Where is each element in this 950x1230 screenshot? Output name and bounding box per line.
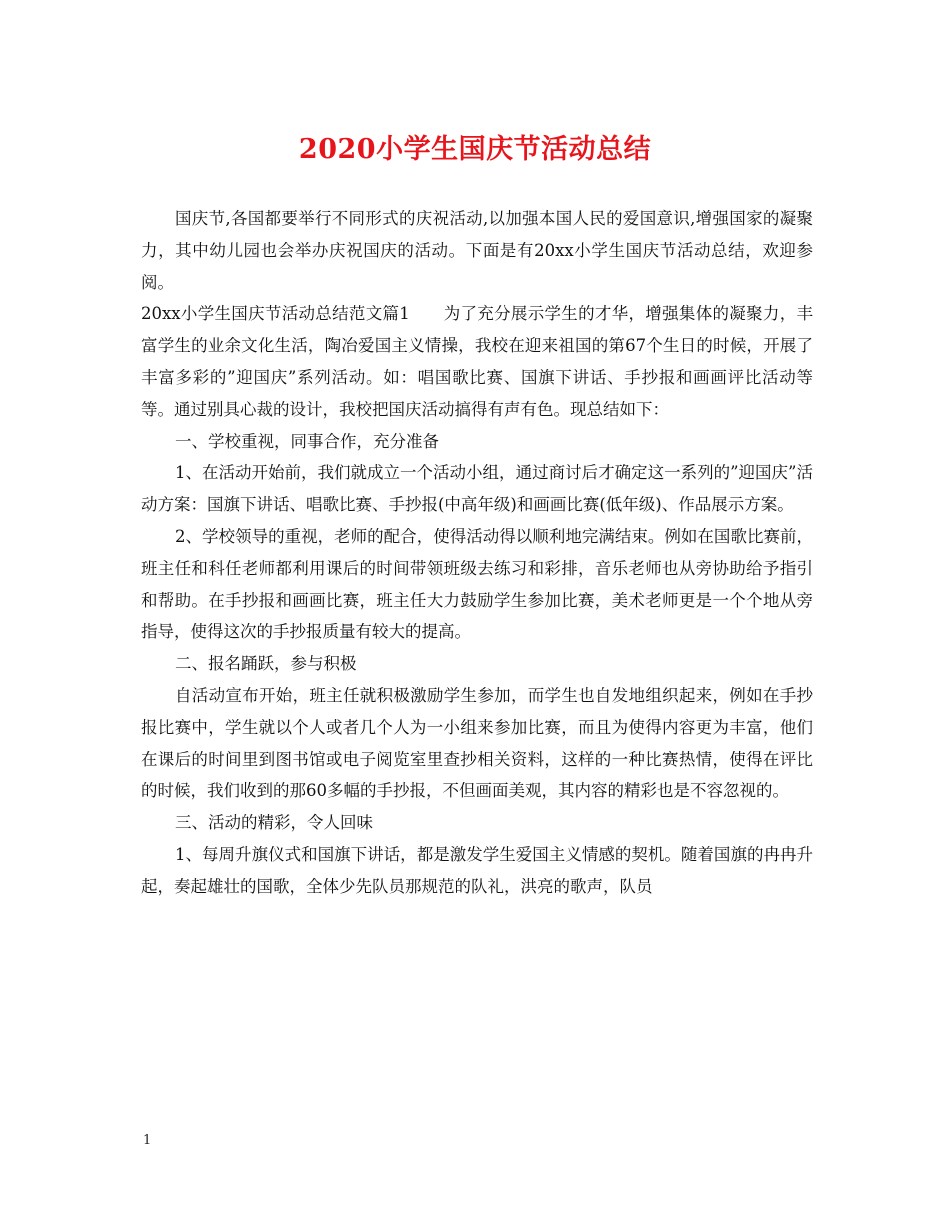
paragraph-item-two: 2、学校领导的重视，老师的配合，使得活动得以顺利地完满结束。例如在国歌比赛前，班主任和科任老师都利用课后的时间带领班级去练习和彩排，音乐老师也从旁协助给予指引和帮助。在手抄报和画画比赛，班主任大力鼓励学生参加比赛，美术老师更是一个个地从旁指导，使得这次的手抄报质量有较大的提高。 <box>141 526 813 642</box>
paragraph-flag-ceremony: 1、每周升旗仪式和国旗下讲话，都是激发学生爱国主义情感的契机。随着国旗的冉冉升起，奏起雄壮的国歌，全体少先队员那规范的队礼，洪亮的歌声，队员 <box>141 844 813 896</box>
page-number: 1 <box>143 1133 152 1148</box>
paragraph-registration: 自活动宣布开始，班主任就积极激励学生参加，而学生也自发地组织起来，例如在手抄报比赛中，学生就以个人或者几个人为一小组来参加比赛，而且为使得内容更为丰富，他们在课后的时间里到图书馆或电子阅览室里查抄相关资料，这样的一种比赛热情，使得在评比的时候，我们收到的那60多幅的手抄报，不但画面美观，其内容的精彩也是不容忽视的。 <box>141 685 813 801</box>
paragraph-heading-one: 一、学校重视，同事合作，充分准备 <box>175 431 439 451</box>
paragraph-heading-three: 三、活动的精彩，令人回味 <box>175 813 373 833</box>
document-body <box>141 203 813 903</box>
document-title: 2020小学生国庆节活动总结 <box>298 134 652 165</box>
paragraph-intro: 国庆节,各国都要举行不同形式的庆祝活动,以加强本国人民的爱国意识,增强国家的凝聚力，其中幼儿园也会举办庆祝国庆的活动。下面是有20xx小学生国庆节活动总结，欢迎参阅。 <box>141 209 813 292</box>
paragraph-section-heading: 20xx小学生国庆节活动总结范文篇1 为了充分展示学生的才华，增强集体的凝聚力，丰富学生的业余文化生活，陶冶爱国主义情操，我校在迎来祖国的第67个生日的时候，开展了丰富多彩的”迎国庆”系列活动。如：唱国歌比赛、国旗下讲话、手抄报和画画评比活动等等。通过别具心裁的设计，我校把国庆活动搞得有声有色。现总结如下： <box>141 304 813 419</box>
paragraph-item-one: 1、在活动开始前，我们就成立一个活动小组，通过商讨后才确定这一系列的”迎国庆”活动方案：国旗下讲话、唱歌比赛、手抄报(中高年级)和画画比赛(低年级)、作品展示方案。 <box>141 463 813 515</box>
paragraph-heading-two: 二、报名踊跃，参与积极 <box>175 654 357 674</box>
